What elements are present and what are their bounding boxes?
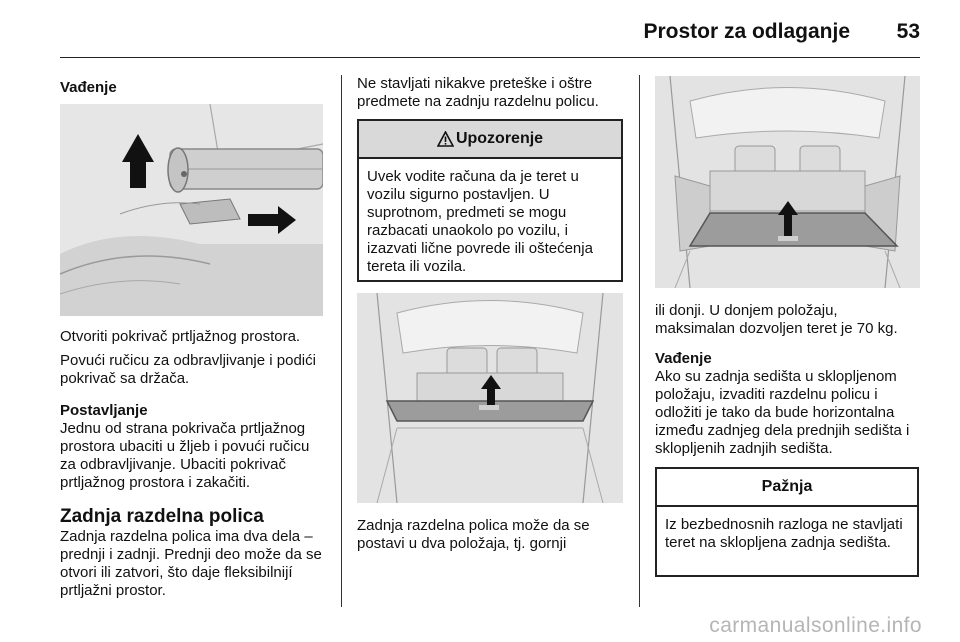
warning-title <box>359 121 621 159</box>
heading-install: Postavljanje <box>60 402 148 419</box>
section-title-shelf: Zadnja razdelna polica <box>60 506 264 527</box>
paragraph-open-cover: Otvoriti pokrivač prtljažnog prostora. <box>60 328 301 345</box>
paragraph-shelf-intro: Zadnja razdelna polica ima dva dela – prednji i zadnji. Prednji deo može da se otvori ili zatvori, što daje fleksibilnijí prtljažni prostor. <box>60 528 322 599</box>
warning-body: Uvek vodite računa da je teret u vozilu sigurno postavljen. U suprotnom, predmeti se mogu razbacati unaokolo po vozilu, i izazvati lične povrede ili oštećenja tereta ili vozila. <box>367 168 593 275</box>
warning-triangle-icon <box>437 131 454 147</box>
paragraph-two-positions: Zadnja razdelna polica može da se postavi u dva položaja, tj. gornji <box>357 517 590 552</box>
column-left-lower <box>60 328 325 600</box>
warning-box <box>357 119 623 282</box>
heading-removal-2: Vađenje <box>655 350 712 367</box>
figure-cover-removal <box>60 104 323 316</box>
column-right-lower <box>655 302 920 458</box>
page-header <box>0 0 960 60</box>
page-number: 53 <box>896 20 920 43</box>
paragraph-pull-handle: Povući ručicu za odbravljivanje i podići pokrivač sa držača. <box>60 352 316 387</box>
column-divider-1 <box>341 75 342 607</box>
paragraph-removal-seats: Ako su zadnja sedišta u sklopljenom položaju, izvaditi razdelnu policu i odložiti je tako da bude horizontalna između zadnjeg dela prednjih sedišta i sklopljenih zadnjih sedišta. <box>655 368 910 457</box>
notice-title: Pažnja <box>657 469 917 507</box>
paragraph-install: Jednu od strana pokrivača prtljažnog prostora ubaciti u žljeb i povući ručicu za odbravljivanje. Ubaciti pokrivač prtljažnog prostora i zakačiti. <box>60 420 310 491</box>
column-middle-lower <box>357 517 623 553</box>
notice-body: Iz bezbednosnih razloga ne stavljati teret na sklopljena zadnja sedišta. <box>665 516 903 551</box>
page-title: Prostor za odlaganje <box>643 20 850 43</box>
warning-title-text: Upozorenje <box>455 130 544 147</box>
figure-shelf-lower <box>655 76 920 288</box>
watermark-text: carmanualsonline.info <box>709 614 922 637</box>
column-divider-2 <box>639 75 640 607</box>
header-divider <box>60 57 920 58</box>
paragraph-lower-position: ili donji. U donjem položaju, maksimalan dozvoljen teret je 70 kg. <box>655 302 898 337</box>
paragraph-no-heavy-items: Ne stavljati nikakve preteške i oštre predmete na zadnju razdelnu policu. <box>357 75 599 110</box>
heading-removal: Vađenje <box>60 79 117 96</box>
notice-box <box>655 467 919 577</box>
column-left <box>60 75 325 97</box>
column-middle <box>357 75 623 111</box>
figure-shelf-upper <box>357 293 623 503</box>
